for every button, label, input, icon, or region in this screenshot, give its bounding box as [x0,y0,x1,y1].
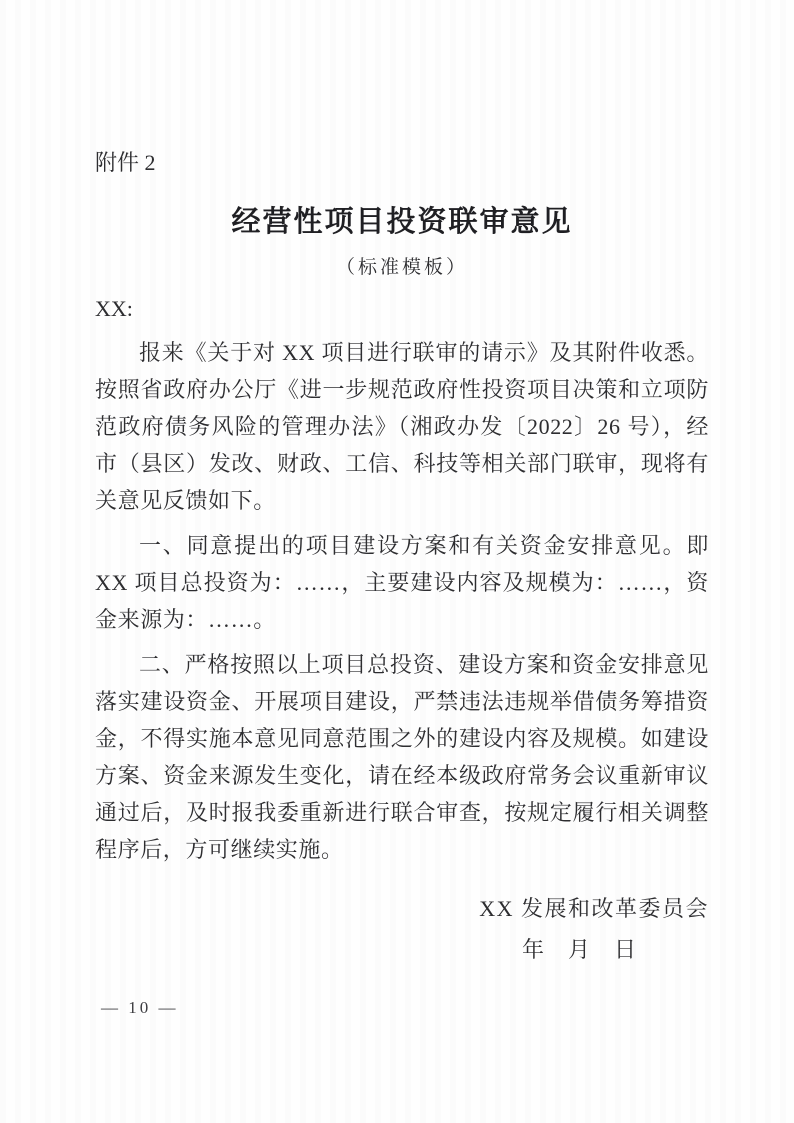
signature-date: 年 月 日 [521,937,637,962]
attachment-label: 附件 2 [95,150,156,175]
signature-block [95,894,709,964]
body-paragraph-item-one: 一、同意提出的项目建设方案和有关资金安排意见。即 XX 项目总投资为：……，主要建设内容及规模为：……，资金来源为：……。 [95,533,709,632]
body-paragraph-item-two: 二、严格按照以上项目总投资、建设方案和资金安排意见落实建设资金、开展项目建设，严禁违法违规举借债务筹措资金，不得实施本意见同意范围之外的建设内容及规模。如建设方案、资金来源发生变化，请在经本级政府常务会议重新审议通过后，及时报我委重新进行联合审查，按规定履行相关调整程序后，方可继续实施。 [95,652,709,862]
signature-org: XX 发展和改革委员会 [479,896,709,921]
salutation: XX: [95,296,133,321]
page-number: — 10 — [101,998,179,1017]
document-subtitle: （标准模板） [335,257,468,278]
document-title: 经营性项目投资联审意见 [231,206,573,238]
body-paragraph-intro: 报来《关于对 XX 项目进行联审的请示》及其附件收悉。按照省政府办公厅《进一步规范政府性投资项目决策和立项防范政府债务风险的管理办法》（湘政办发〔2022〕26 号），经市（县区）发改、财政、工信、科技等相关部门联审，现将有关意见反馈如下。 [95,340,709,513]
